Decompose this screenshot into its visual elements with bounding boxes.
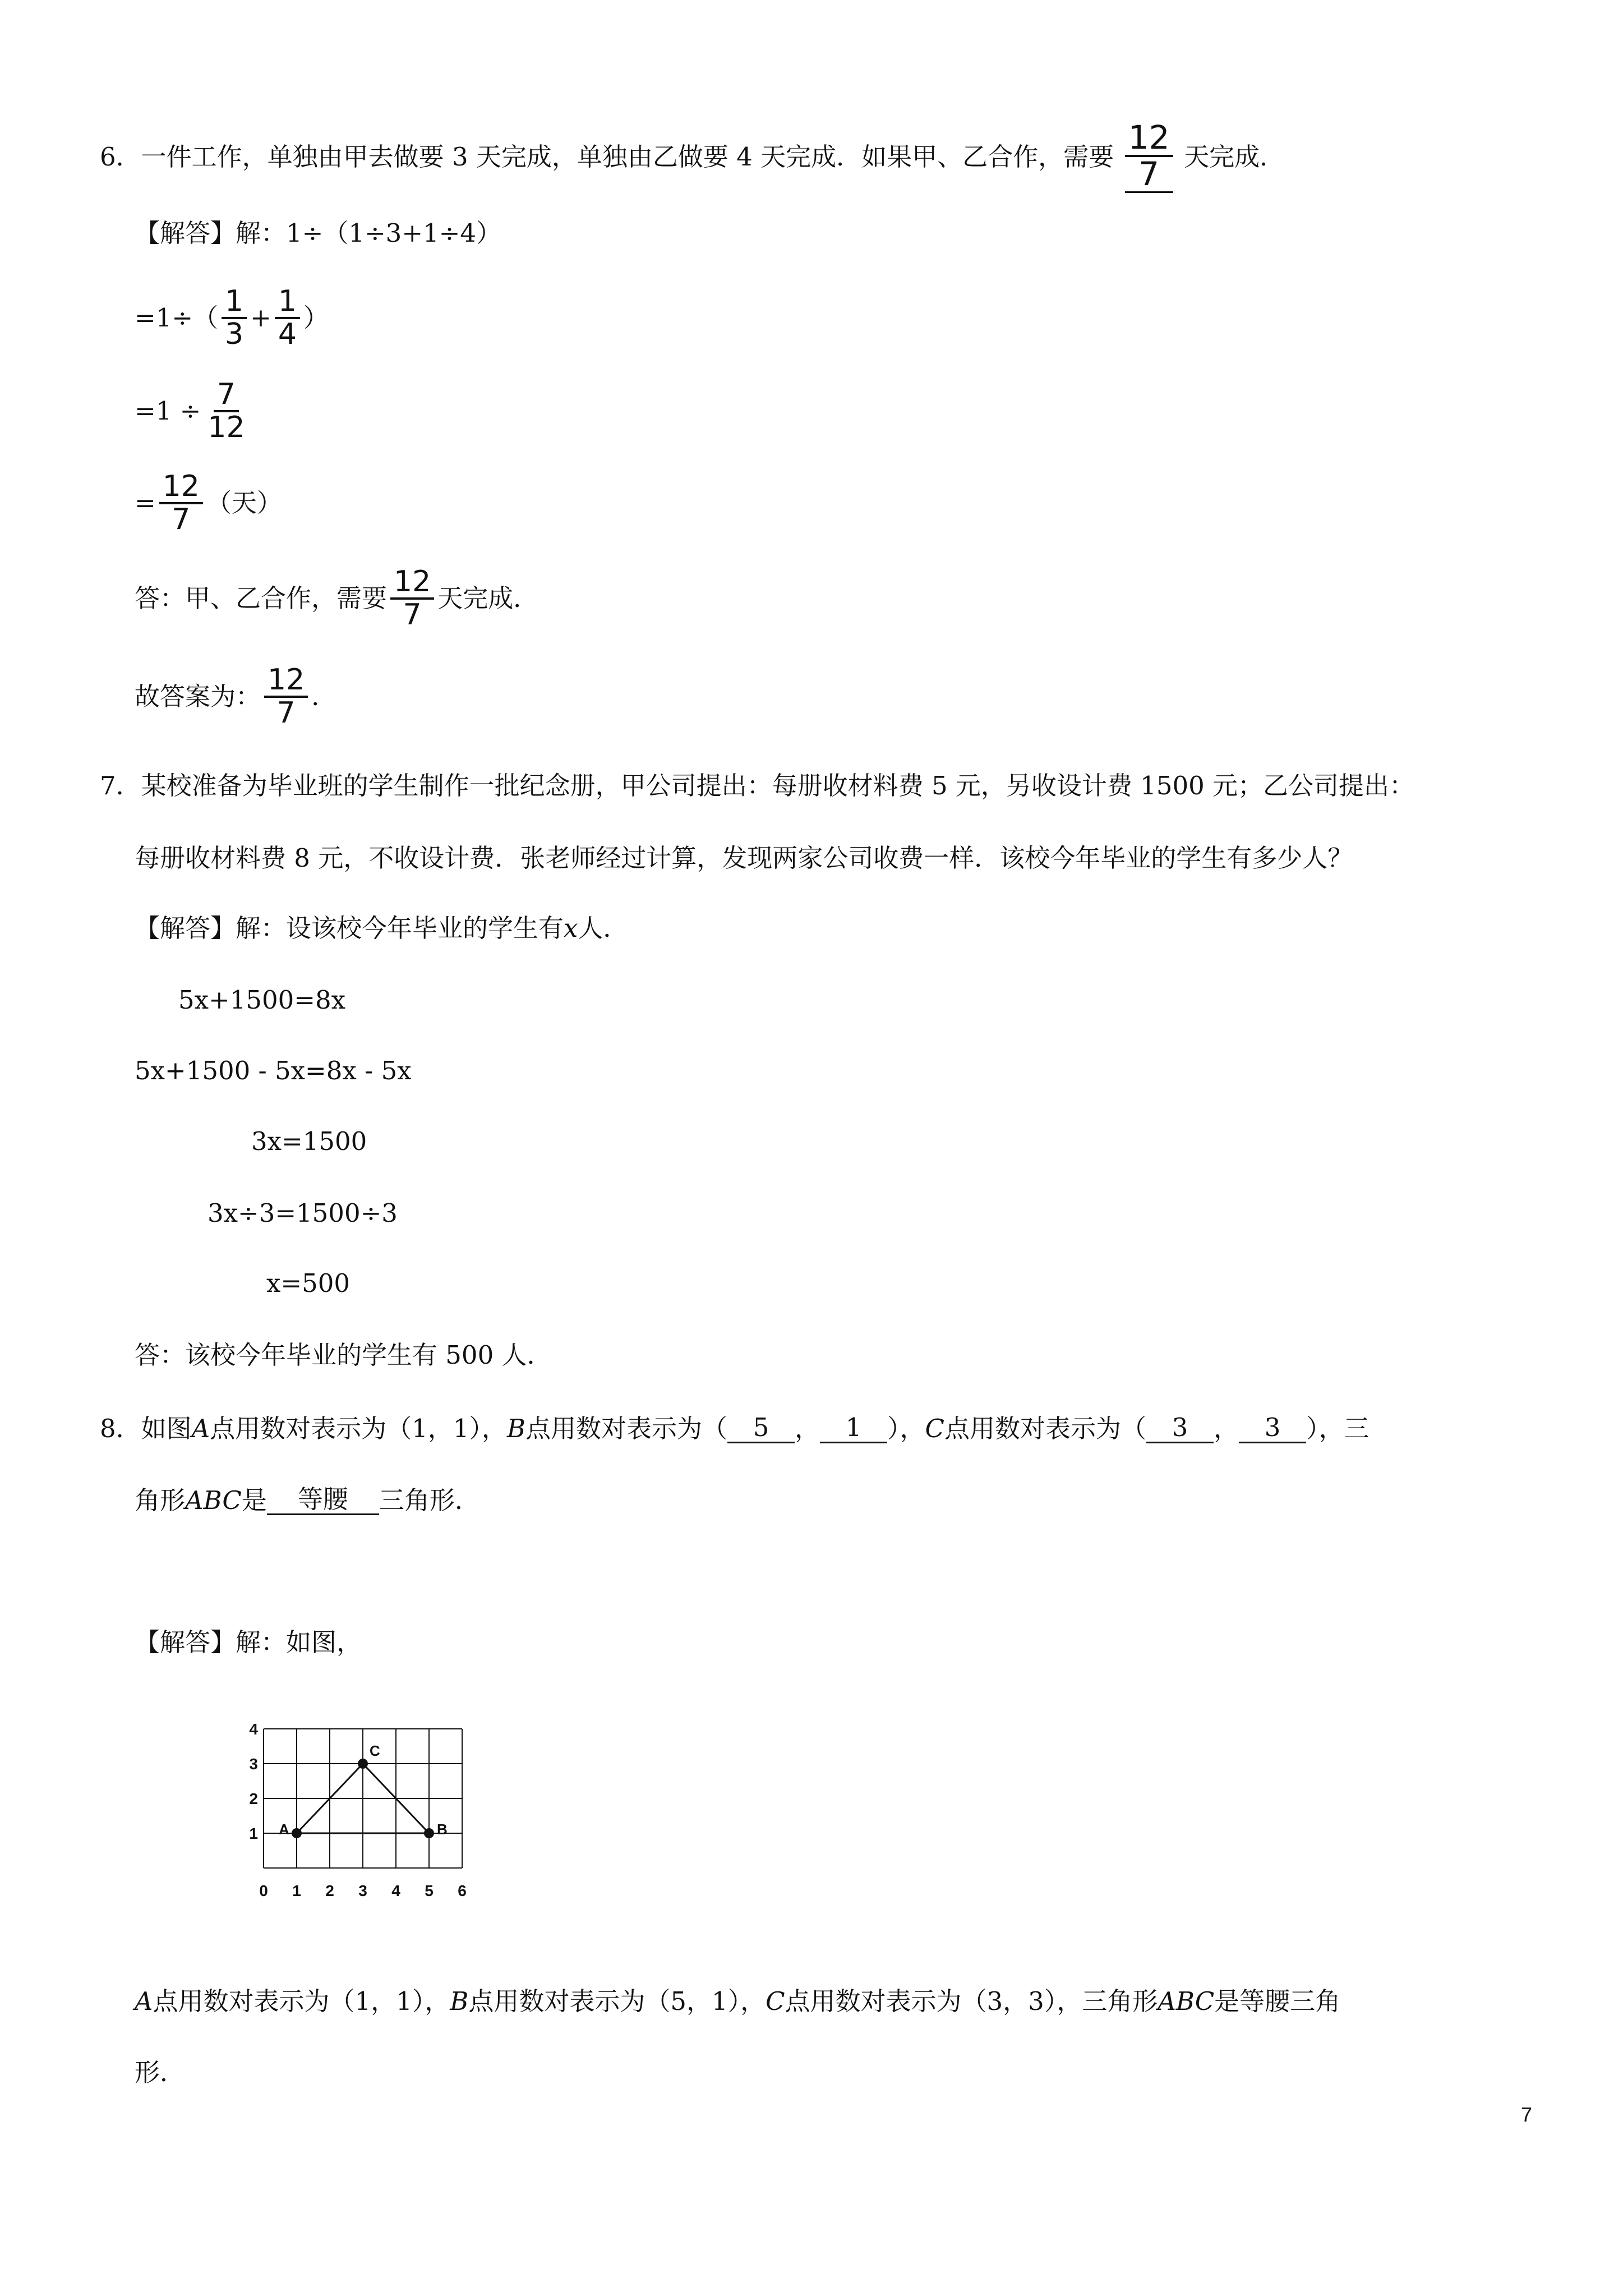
fraction-denominator: 12 [208,410,245,444]
fraction-numerator: 12 [390,567,434,600]
point-c-label: C [925,1413,944,1443]
point-a-marker [292,1828,302,1838]
point-b-label: B [506,1413,525,1443]
q6-final-suffix: ． [311,682,337,712]
q7-eq1: 5x+1500=8x [178,985,345,1015]
comma: ， [1214,1413,1239,1443]
q8-text: 角形 [135,1485,186,1515]
x-tick-label: 0 [259,1882,268,1899]
q6-answer-denominator: 7 [1138,154,1160,193]
y-tick-label: 2 [249,1790,258,1807]
fraction-denominator: 4 [278,317,297,351]
point-c-label: C [370,1742,380,1759]
q6-solution-line1 [135,220,501,246]
page-number: 7 [1521,2103,1533,2126]
q8-text: 是 [241,1485,267,1515]
y-tick-label: 4 [249,1722,258,1738]
q6-solution-label: 【解答】解： [135,218,287,248]
q8-text: 点用数对表示为（ [525,1413,728,1443]
q8-solution-label: 【解答】解：如图， [135,1627,362,1657]
q7-text-line1: 某校准备为毕业班的学生制作一批纪念册，甲公司提出：每册收材料费 5 元，另收设计费 1500 元；乙公司提出： [141,771,1415,800]
c-y-blank: 3 [1239,1414,1306,1443]
b-x-blank: 5 [727,1414,795,1443]
q6-answer-numerator: 12 [1125,121,1173,157]
q7-eq5: x=500 [266,1268,350,1298]
q6-answer-blank [1114,118,1184,193]
q8-text: 点用数对表示为（1，1）， [210,1413,507,1443]
fraction-denominator: 7 [172,502,191,536]
y-tick-label: 1 [249,1825,258,1842]
q8-summary-text: 点用数对表示为（5，1）， [468,1986,766,2016]
q8-text: 点用数对表示为（ [944,1413,1146,1443]
fraction-numerator: 1 [275,286,300,319]
q8-text: ），三 [1306,1413,1370,1443]
q6-line3-prefix: =1 ÷ [135,396,201,426]
triangle-name: ABC [185,1485,242,1515]
q6-answer-line-fraction [390,567,434,630]
q6-answer-fraction [1125,118,1173,193]
plus-sign: + [250,303,271,333]
q8-text: ）， [887,1413,925,1443]
q7-number: 7． [100,771,141,800]
q6-solution-line3 [135,379,252,443]
q7-solution-suffix: 人． [578,913,629,943]
point-b-label: B [450,1986,469,2016]
q8-number: 8． [100,1413,141,1443]
q6-solution-line4 [135,471,282,535]
q7-eq4: 3x÷3=1500÷3 [208,1198,398,1228]
q6-fraction-one-quarter [275,286,300,349]
q6-number: 6． [100,141,141,172]
q7-solution-text: 设该校今年毕业的学生有 [286,913,564,943]
q8-summary-text: 点用数对表示为（1，1）， [153,1986,450,2016]
q6-line4-prefix: = [135,488,156,518]
q7-text-line2: 每册收材料费 8 元，不收设计费．张老师经过计算，发现两家公司收费一样．该校今年毕业的学生有多少人？ [135,843,1353,873]
q7-solution-intro [135,915,628,941]
fraction-denominator: 7 [403,597,422,632]
q8-text: 如图 [141,1413,192,1443]
q8-stem-line1 [100,1414,1370,1443]
q7-variable: x [564,913,578,943]
comma: ， [795,1413,820,1443]
b-y-blank: 1 [820,1414,887,1443]
q6-solution-expr1: 1÷（1÷3+1÷4） [286,218,501,248]
x-tick-label: 4 [391,1882,400,1899]
fraction-denominator: 3 [225,317,244,351]
q6-fraction-result [159,471,203,535]
fraction-numerator: 12 [264,665,308,698]
q6-final-line [135,665,336,728]
q8-stem-line2 [135,1485,480,1515]
point-a-label: A [135,1986,153,2016]
q6-fraction-seven-twelfths [204,379,248,443]
fraction-denominator: 7 [276,696,296,730]
q7-eq3: 3x=1500 [251,1126,367,1156]
q8-text: 三角形． [379,1485,480,1515]
q6-final-prefix: 故答案为： [135,682,261,712]
q6-text-a: 一件工作，单独由甲去做要 3 天完成，单独由乙做要 4 天完成．如果甲、乙合作，需要 [141,141,1114,172]
q8-summary-line1 [135,1986,1341,2016]
point-b-marker [424,1828,434,1838]
point-a-label: A [279,1821,289,1838]
x-tick-label: 1 [292,1882,301,1899]
x-tick-label: 6 [458,1882,467,1899]
point-c-marker [358,1759,368,1769]
q6-answer-suffix: 天完成． [437,583,539,614]
q6-answer-prefix: 答：甲、乙合作，需要 [135,583,388,614]
point-a-label: A [191,1413,210,1443]
q6-stem [100,118,1285,193]
q7-stem-line2 [135,845,1353,871]
fraction-numerator: 12 [159,471,203,504]
q6-line2-suffix: ） [303,303,329,333]
triangle-name: ABC [1158,1986,1215,2016]
q6-text-b: 天完成． [1184,141,1285,172]
q7-answer: 答：该校今年毕业的学生有 500 人． [135,1340,552,1370]
fraction-numerator: 1 [222,286,247,319]
triangle-type-blank: 等腰 [267,1485,379,1515]
x-tick-label: 3 [358,1882,367,1899]
q6-line4-suffix: （天） [206,488,282,518]
x-tick-label: 5 [425,1882,434,1899]
point-b-label: B [437,1821,448,1838]
y-tick-label: 3 [249,1755,258,1773]
point-c-label: C [766,1986,785,2016]
q8-summary-text: 点用数对表示为（3，3），三角形 [785,1986,1158,2016]
q8-summary-line2: 形． [135,2058,186,2087]
q6-line2-prefix: =1÷（ [135,303,219,333]
q8-summary-text: 是等腰三角 [1214,1986,1341,2016]
x-tick-label: 2 [325,1882,334,1899]
q6-solution-line2 [135,286,329,349]
fraction-numerator: 7 [214,379,239,412]
c-x-blank: 3 [1146,1414,1214,1443]
q6-fraction-one-third [222,286,247,349]
q6-answer-line [135,567,538,630]
q6-final-fraction [264,665,308,728]
q7-stem-line1 [100,773,1414,798]
q7-eq2: 5x+1500 - 5x=8x - 5x [135,1056,412,1085]
coordinate-grid-figure [247,1722,494,1902]
q7-solution-label: 【解答】解： [135,913,287,943]
